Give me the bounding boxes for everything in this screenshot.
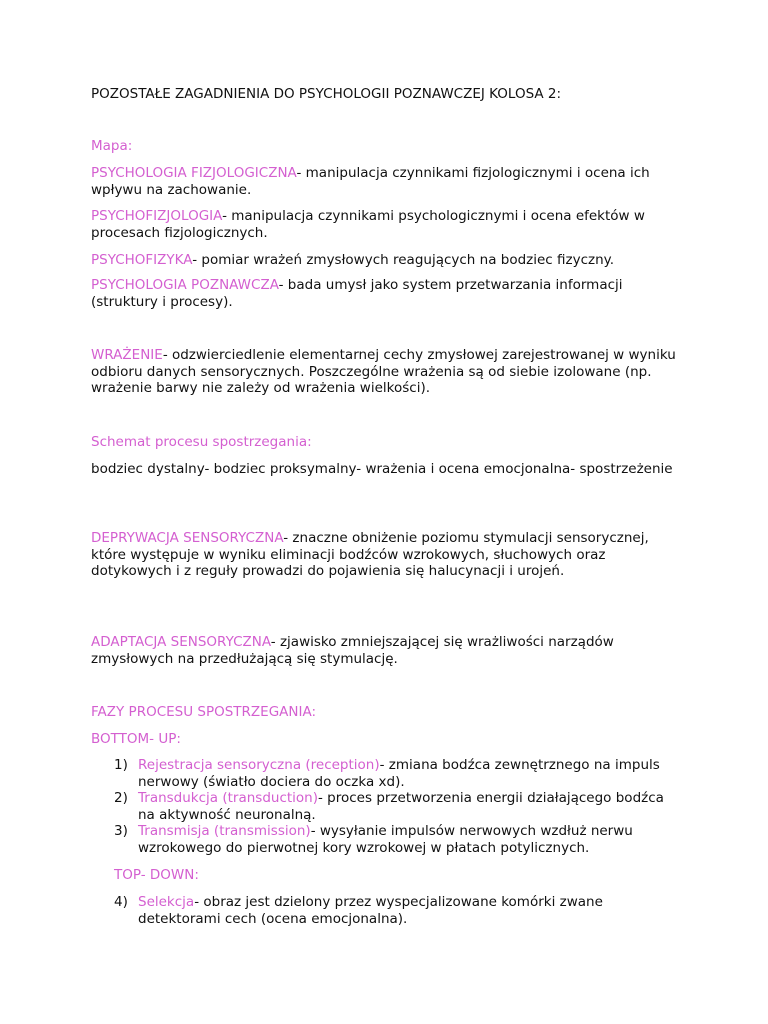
definition-deprywacja [91,530,681,580]
definition-text: - proces przetworzenia energii działającego bodźca na aktywność neuronalną. [138,790,664,823]
bottom-up-heading: BOTTOM- UP: [91,731,181,747]
top-down-list [91,894,681,927]
list-item [91,894,681,927]
list-item [91,790,681,823]
schemat-text: bodziec dystalny- bodziec proksymalny- wrażenia i ocena emocjonalna- spostrzeżenie [91,461,673,477]
definition-wrazenie [91,347,681,397]
term: Transmisja (transmission) [138,823,311,840]
term: Rejestracja sensoryczna (reception) [138,757,380,773]
term: ADAPTACJA SENSORYCZNA [91,634,271,650]
definition-text: - wysyłanie impulsów nerwowych wzdłuż nerwu wzrokowego do pierwotnej kory wzrokowej w płatach potylicznych. [138,823,633,856]
list-number: 1) [114,757,128,773]
definition-text: - manipulacja czynnikami fizjologicznymi i ocena ich wpływu na zachowanie. [91,165,650,198]
term: PSYCHOLOGIA POZNAWCZA [91,277,279,293]
mapa-heading: Mapa: [91,138,133,154]
definition-text: - odzwierciedlenie elementarnej cechy zmysłowej zarejestrowanej w wyniku odbioru danych sensorycznych. Poszczególne wrażenia są od siebie izolowane (np. wrażenie barwy nie zależy od wrażenia wielkości). [91,347,676,397]
top-down-heading: TOP- DOWN: [114,867,199,883]
definition-text: - pomiar wrażeń zmysłowych reagujących na bodziec fizyczny. [192,252,615,268]
list-item [91,757,681,790]
list-number: 3) [114,823,128,840]
list-number: 4) [114,894,128,910]
definition-text: - bada umysł jako system przetwarzania informacji (struktury i procesy). [91,277,623,310]
definition-text: - manipulacja czynnikami psychologicznymi i ocena efektów w procesach fizjologicznych. [91,208,645,241]
definition-psychologia-poznawcza [91,277,681,310]
schemat-heading: Schemat procesu spostrzegania: [91,434,312,450]
definition-text: - obraz jest dzielony przez wyspecjalizowane komórki zwane detektorami cech (ocena emocjonalna). [138,894,603,927]
document-title: POZOSTAŁE ZAGADNIENIA DO PSYCHOLOGII POZNAWCZEJ KOLOSA 2: [91,86,562,102]
list-number: 2) [114,790,128,807]
definition-text: - zjawisko zmniejszającej się wrażliwości narządów zmysłowych na przedłużającą się stymulację. [91,634,614,667]
definition-text: - zmiana bodźca zewnętrznego na impuls nerwowy (światło dociera do oczka xd). [138,757,660,790]
term: WRAŻENIE [91,347,163,363]
definition-psychofizjologia [91,208,681,241]
term: PSYCHOFIZJOLOGIA [91,208,223,224]
term: PSYCHOFIZYKA [91,252,193,268]
list-item [91,823,681,856]
definition-psychofizyka [91,252,681,269]
fazy-heading: FAZY PROCESU SPOSTRZEGANIA: [91,704,317,720]
term: Transdukcja (transduction) [138,790,319,807]
term: PSYCHOLOGIA FIZJOLOGICZNA [91,165,297,181]
term: DEPRYWACJA SENSORYCZNA [91,530,284,546]
term: Selekcja [138,894,195,910]
definition-text: - znaczne obniżenie poziomu stymulacji sensorycznej, które występuje w wyniku eliminacji bodźców wzrokowych, słuchowych oraz dotykowych i z reguły prowadzi do pojawienia się halucynacji i urojeń. [91,530,649,580]
definition-psychologia-fizjologiczna [91,165,681,198]
bottom-up-list [91,757,681,857]
definition-adaptacja [91,634,681,667]
